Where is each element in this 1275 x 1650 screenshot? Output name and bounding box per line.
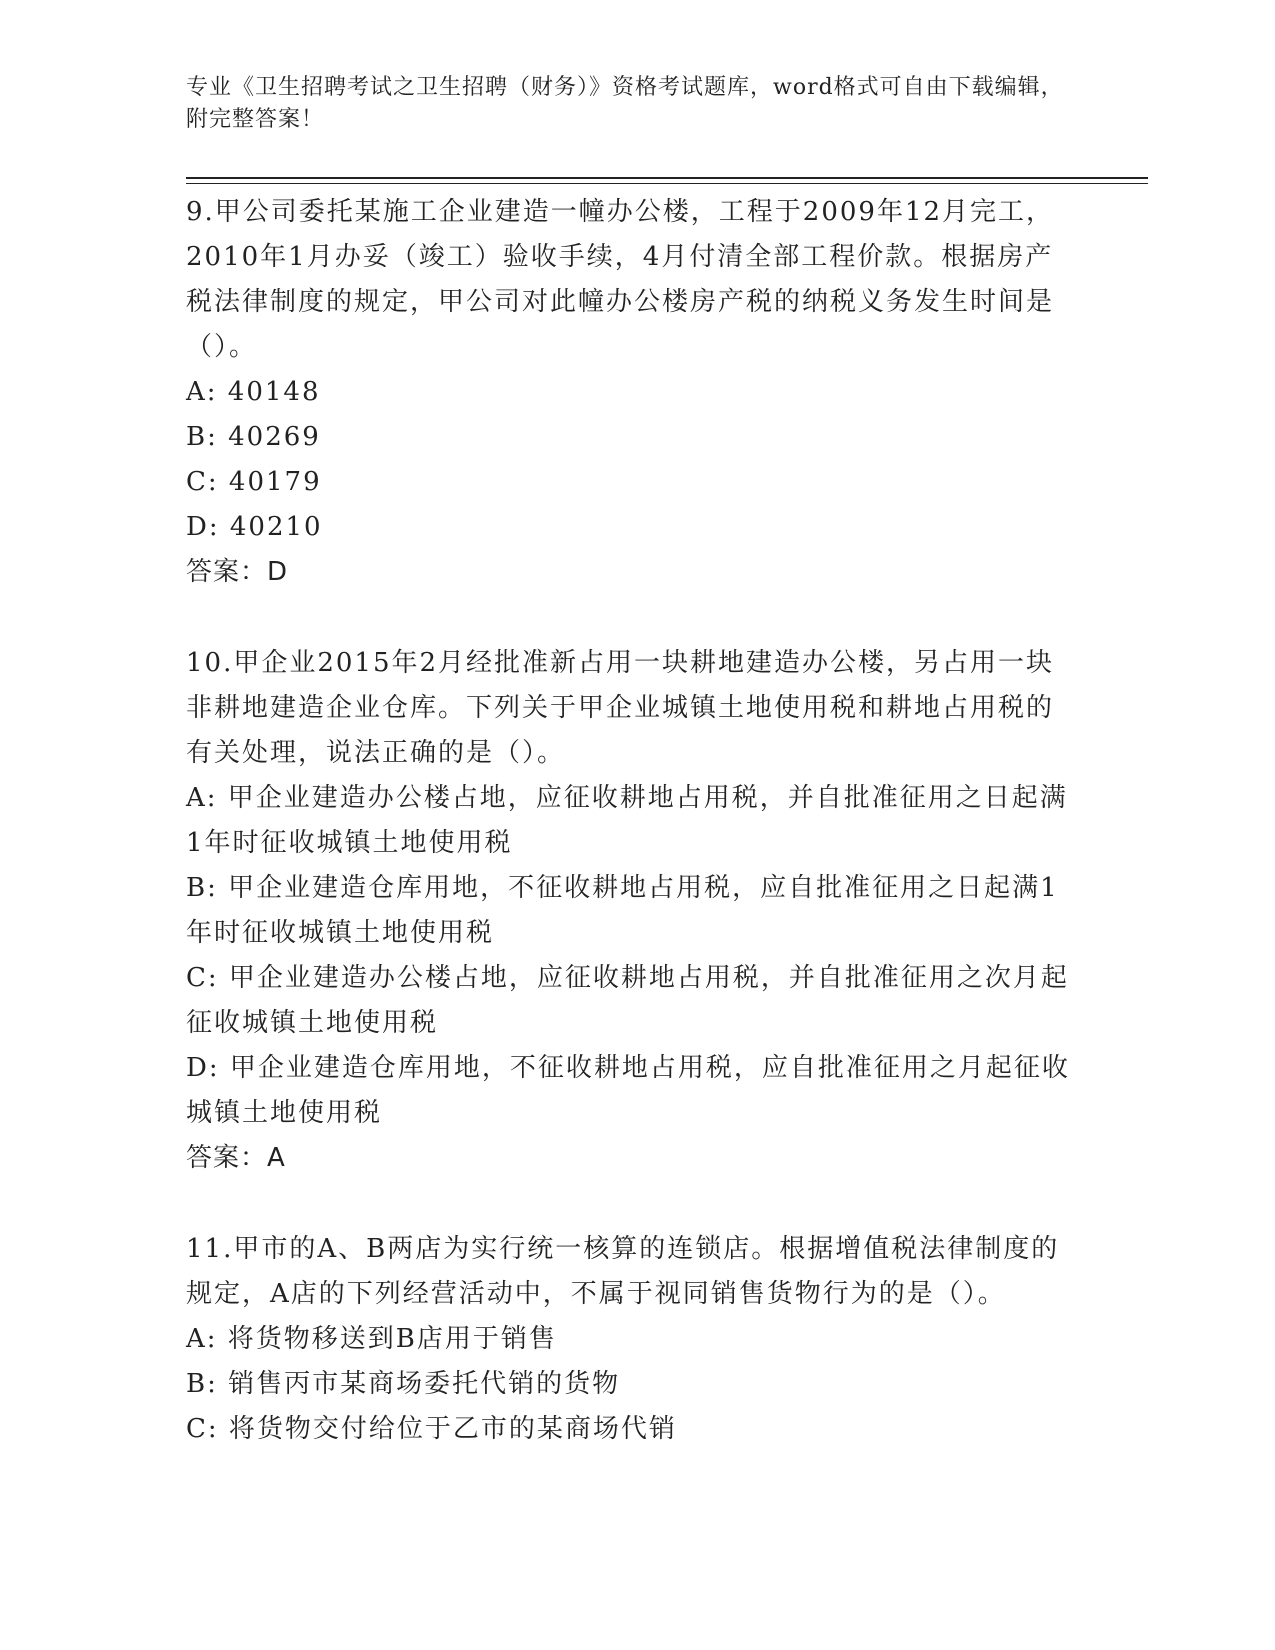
option-a: A: 甲企业建造办公楼占地，应征收耕地占用税，并自批准征用之日起满1年时征收城镇土地使用税 bbox=[186, 783, 1068, 858]
option-b: B: 40269 bbox=[186, 422, 321, 452]
option-d: D: 40210 bbox=[186, 512, 323, 542]
option-c: C: 甲企业建造办公楼占地，应征收耕地占用税，并自批准征用之次月起征收城镇土地使用税 bbox=[186, 963, 1069, 1038]
option-b: B: 甲企业建造仓库用地，不征收耕地占用税，应自批准征用之日起满1年时征收城镇土地使用税 bbox=[186, 873, 1059, 948]
question-stem: 10.甲企业2015年2月经批准新占用一块耕地建造办公楼，另占用一块非耕地建造企业仓库。下列关于甲企业城镇土地使用税和耕地占用税的有关处理，说法正确的是（）。 bbox=[186, 648, 1055, 768]
document-header: 专业《卫生招聘考试之卫生招聘（财务）》资格考试题库，word格式可自由下载编辑，附完整答案！ bbox=[186, 75, 1064, 132]
question-list bbox=[186, 190, 1076, 1498]
question-9 bbox=[186, 190, 1076, 595]
question-11 bbox=[186, 1227, 1076, 1452]
option-a: A: 将货物移送到B店用于销售 bbox=[186, 1324, 557, 1354]
option-c: C: 将货物交付给位于乙市的某商场代销 bbox=[186, 1414, 677, 1444]
header-divider-thick bbox=[186, 177, 1148, 179]
answer-line: 答案：D bbox=[186, 557, 289, 587]
question-stem: 9.甲公司委托某施工企业建造一幢办公楼，工程于2009年12月完工，2010年1月办妥（竣工）验收手续，4月付清全部工程价款。根据房产税法律制度的规定，甲公司对此幢办公楼房产税的纳税义务发生时间是（）。 bbox=[186, 197, 1055, 362]
option-a: A: 40148 bbox=[186, 377, 321, 407]
answer-line: 答案：A bbox=[186, 1143, 286, 1173]
question-stem: 11.甲市的A、B两店为实行统一核算的连锁店。根据增值税法律制度的规定，A店的下列经营活动中，不属于视同销售货物行为的是（）。 bbox=[186, 1234, 1060, 1309]
option-b: B: 销售丙市某商场委托代销的货物 bbox=[186, 1369, 621, 1399]
option-d: D: 甲企业建造仓库用地，不征收耕地占用税，应自批准征用之月起征收城镇土地使用税 bbox=[186, 1053, 1070, 1128]
header-divider-thin bbox=[186, 183, 1148, 184]
option-c: C: 40179 bbox=[186, 467, 322, 497]
question-10 bbox=[186, 641, 1076, 1181]
